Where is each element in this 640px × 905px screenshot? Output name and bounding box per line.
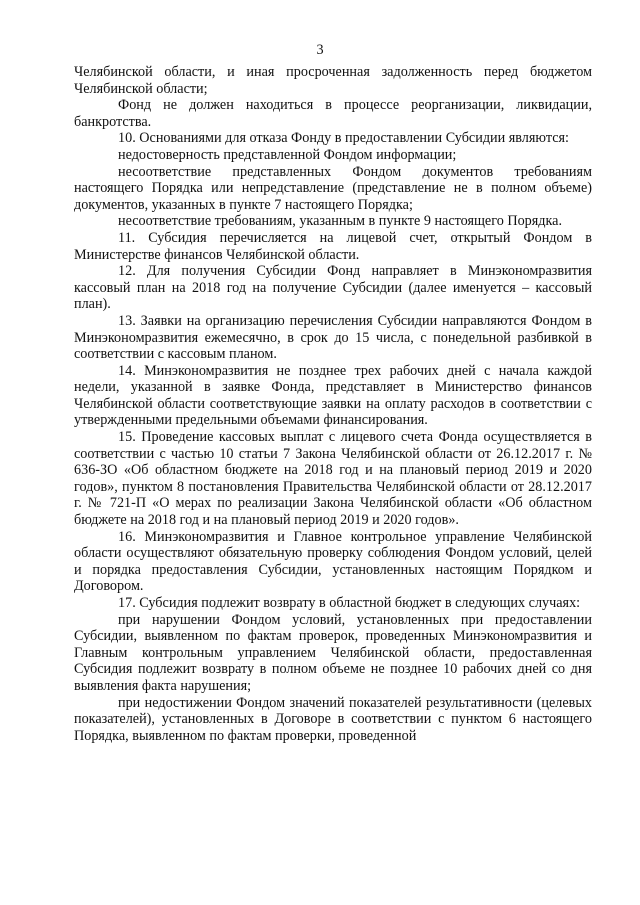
paragraph-clause-17: 17. Субсидия подлежит возврату в областной бюджет в следующих случаях: — [118, 595, 581, 611]
paragraph: при недостижении Фондом значений показателей результативности (целевых показателей), установленных в Договоре в соответствии с пунктом 6 настоящего Порядка, выявленном по фактам проверки, проведенной — [74, 694, 592, 744]
paragraph: при нарушении Фондом условий, установленных при предоставлении Субсидии, выявленном по фактам проверок, проведенных Минэкономразвития и Главным контрольным управлением Челябинской области, предоставленная Субсидия подлежит возврату в полном объеме не позднее 10 рабочих дней со дня выявления факта нарушения; — [74, 611, 592, 694]
page-number: 3 — [316, 42, 324, 58]
paragraph-continuation: Челябинской области, и иная просроченная задолженность перед бюджетом Челябинской области; — [74, 64, 592, 97]
paragraph: Фонд не должен находиться в процессе реорганизации, ликвидации, банкротства. — [74, 97, 592, 130]
document-body — [74, 64, 592, 744]
paragraph-clause-16: 16. Минэкономразвития и Главное контрольное управление Челябинской области осуществляют обязательную проверку соблюдения Фондом условий, целей и порядка предоставления Субсидии, установленных настоящим Порядком и Договором. — [74, 528, 592, 595]
paragraph-clause-13: 13. Заявки на организацию перечисления Субсидии направляются Фондом в Минэкономразвития ежемесячно, в срок до 15 числа, с понедельной разбивкой в соответствии с кассовым планом. — [74, 312, 592, 363]
paragraph: несоответствие представленных Фондом документов требованиям настоящего Порядка или непредставление (представление не в полном объеме) документов, указанных в пункте 7 настоящего Порядка; — [74, 163, 592, 213]
paragraph-clause-14: 14. Минэкономразвития не позднее трех рабочих дней с начала каждой недели, указанной в заявке Фонда, представляет в Министерство финансов Челябинской области соответствующие заявки на оплату расходов в соответствии с утвержденными предельными объемами финансирования. — [74, 362, 592, 429]
paragraph-clause-11: 11. Субсидия перечисляется на лицевой счет, открытый Фондом в Министерстве финансов Челябинской области. — [74, 229, 592, 263]
paragraph-clause-12: 12. Для получения Субсидии Фонд направляет в Минэкономразвития кассовый план на 2018 год на получение Субсидии (далее именуется – кассовый план). — [74, 263, 592, 313]
paragraph: недостоверность представленной Фондом информации; — [118, 146, 457, 163]
paragraph: несоответствие требованиям, указанным в пункте 9 настоящего Порядка. — [118, 213, 563, 230]
paragraph-clause-15: 15. Проведение кассовых выплат с лицевого счета Фонда осуществляется в соответствии с частью 10 статьи 7 Закона Челябинской области от 26.12.2017 г. № 636-ЗО «Об областном бюджете на 2018 год и на плановый период 2019 и 2020 годов», пунктом 8 постановления Правительства Челябинской области от 28.12.2017 г. № 721-П «О мерах по реализации Закона Челябинской области «Об областном бюджете на 2018 год и на плановый период 2019 и 2020 годов». — [74, 429, 592, 529]
paragraph-clause-10: 10. Основаниями для отказа Фонду в предоставлении Субсидии являются: — [118, 130, 569, 147]
